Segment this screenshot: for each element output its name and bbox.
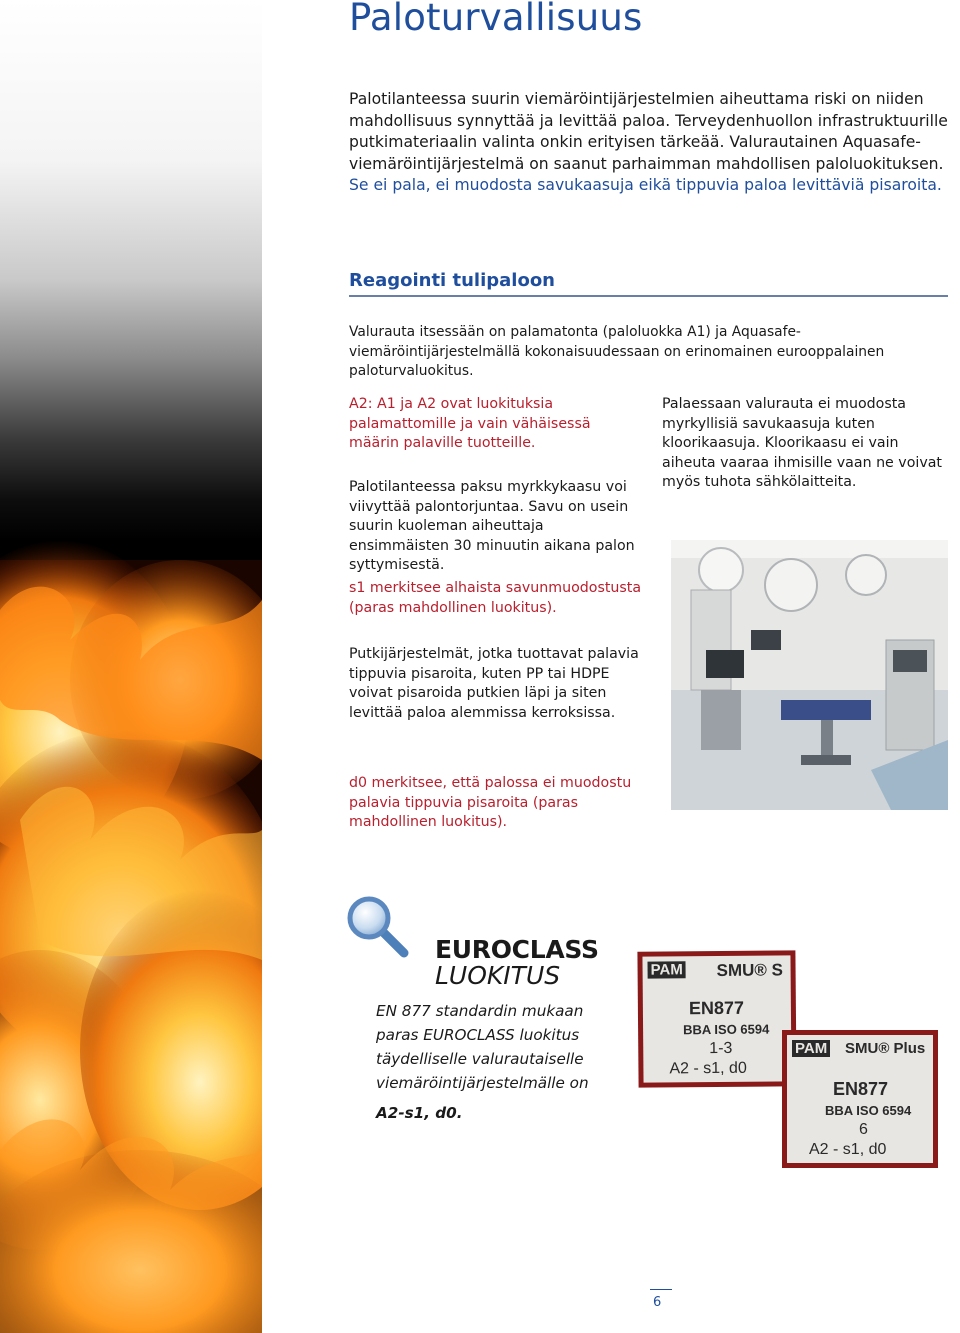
label-class: A2 - s1, d0 <box>669 1059 747 1078</box>
product-label-smu-s <box>637 950 796 1087</box>
chlorine-paragraph: Palaessaan valurauta ei muodosta myrkyllisiä savukaasuja kuten kloorikaasuja. Kloorikaasu ei vain aiheuta vaaraa ihmisille vaan ne voivat myös tuhota sähkölaitteita. <box>662 396 942 490</box>
euroclass-subtitle: LUOKITUS <box>435 961 561 990</box>
s1-note: s1 merkitsee alhaista savunmuodostusta (paras mahdollinen luokitus). <box>349 580 642 616</box>
operating-room-photo <box>671 540 948 810</box>
product-label-smu-plus <box>782 1030 938 1168</box>
d0-note: d0 merkitsee, että palossa ei muodostu palavia tippuvia pisaroita (paras mahdollinen luokitus). <box>349 775 632 830</box>
section-heading: Reagointi tulipaloon <box>349 270 555 291</box>
euroclass-description: EN 877 standardin mukaan paras EUROCLASS luokitus täydelliselle valurautaiselle viemäröintijärjestelmälle on <box>376 1002 589 1092</box>
label-class: A2 - s1, d0 <box>809 1141 887 1158</box>
page-number-rule <box>650 1289 672 1290</box>
intro-highlight: Se ei pala, ei muodosta savukaasuja eikä tippuvia paloa levittäviä pisaroita. <box>349 176 942 194</box>
intro-paragraph <box>349 89 949 197</box>
label-cert: BBA ISO 6594 <box>825 1103 912 1118</box>
pipes-paragraph: Putkijärjestelmät, jotka tuottavat palavia tippuvia pisaroita, kuten PP tai HDPE voivat pisaroida putkien läpi ja siten levittää paloa alemmissa kerroksissa. <box>349 646 639 721</box>
magnifier-icon <box>346 895 412 961</box>
label-standard: EN877 <box>688 997 745 1019</box>
euroclass-title: EUROCLASS <box>435 935 599 964</box>
label-brand: PAM <box>792 1040 830 1057</box>
label-product: SMU® S <box>716 960 784 981</box>
label-cert: BBA ISO 6594 <box>683 1021 770 1038</box>
label-number: 6 <box>859 1121 868 1138</box>
label-number: 1-3 <box>709 1039 733 1058</box>
section-lead: Valurauta itsessään on palamatonta (paloluokka A1) ja Aquasafe-viemäröintijärjestelmällä kokonaisuudessaan on erinomainen eurooppalainen paloturvaluokitus. <box>349 324 885 379</box>
label-standard: EN877 <box>833 1079 889 1099</box>
section-divider <box>349 295 948 297</box>
a2-note: A2: A1 ja A2 ovat luokituksia palamattomille ja vain vähäisessä määrin palaville tuotteille. <box>349 396 591 451</box>
flame-image <box>0 0 262 1333</box>
intro-text: Palotilanteessa suurin viemäröintijärjestelmien aiheuttama riski on niiden mahdollisuus synnyttää ja levittää paloa. Terveydenhuollon infrastruktuurille putkimateriaalin valinta onkin erityisen tärkeää. Valurautainen Aquasafe-viemäröintijärjestelmä on saanut parhaimman mahdollisen paloluokituksen. <box>349 90 948 173</box>
label-brand: PAM <box>647 961 685 978</box>
page-title: Paloturvallisuus <box>349 0 643 39</box>
label-product: SMU® Plus <box>845 1040 926 1057</box>
euroclass-classification: A2-s1, d0. <box>376 1104 463 1122</box>
smoke-paragraph: Palotilanteessa paksu myrkkykaasu voi viivyttää palontorjuntaa. Savu on usein suurin kuoleman aiheuttaja ensimmäisten 30 minuutin aikana palon syttymisestä. <box>349 479 635 573</box>
page-number: 6 <box>653 1295 662 1310</box>
